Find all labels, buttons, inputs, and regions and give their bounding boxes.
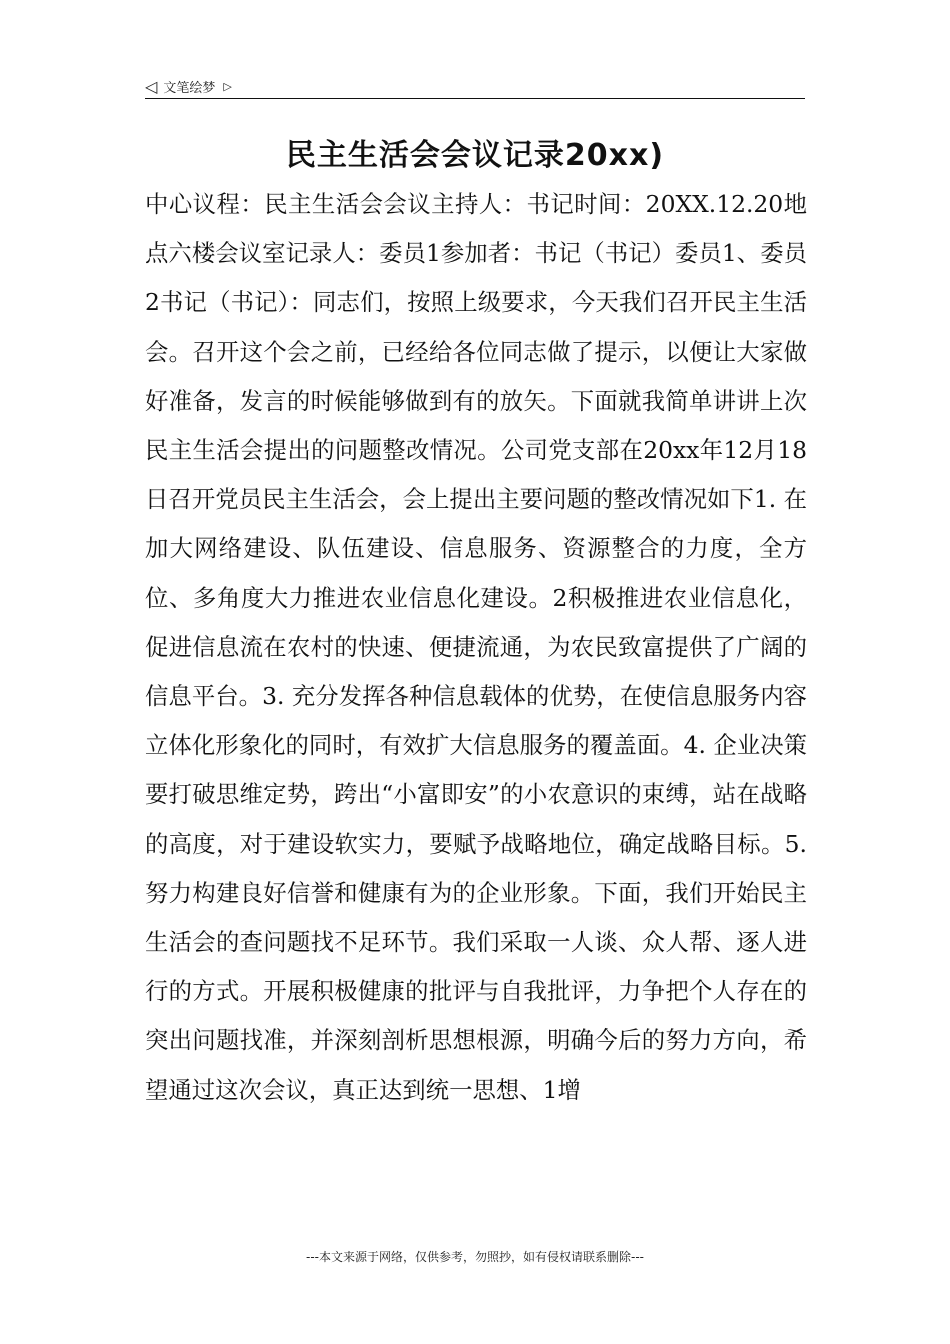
document-title: 民主生活会会议记录20xx) xyxy=(285,138,665,173)
document-body: 中心议程：民主生活会会议主持人：书记时间：20XX.12.20地点六楼会议室记录人：委员1参加者：书记（书记）委员1、委员2书记（书记）：同志们，按照上级要求，今天我们召开民主生活会。召开这个会之前，已经给各位同志做了提示，以便让大家做好准备，发言的时候能够做到有的放矢。下面就我简单讲讲上次民主生活会提出的问题整改情况。公司党支部在20xx年12月18日召开党员民主生活会，会上提出主要问题的整改情况如下1. 在加大网络建设、队伍建设、信息服务、资源整合的力度，全方位、多角度大力推进农业信息化建设。2积极推进农业信息化，促进信息流在农村的快速、便捷流通，为农民致富提供了广阔的信息平台。3. 充分发挥各种信息载体的优势，在使信息服务内容立体化形象化的同时，有效扩大信息服务的覆盖面。4. 企业决策要打破思维定势，跨出“小富即安”的小农意识的束缚，站在战略的高度，对于建设软实力，要赋予战略地位，确定战略目标。5. 努力构建良好信誉和健康有为的企业形象。下面，我们开始民主生活会的查问题找不足环节。我们采取一人谈、众人帮、逐人进行的方式。开展积极健康的批评与自我批评，力争把个人存在的突出问题找准，并深刻剖析思想根源，明确今后的努力方向，希望通过这次会议，真正达到统一思想、1增 xyxy=(145,190,807,1104)
page-header xyxy=(145,74,805,98)
header-label: 文笔绘梦 xyxy=(163,80,216,96)
header-divider xyxy=(145,98,805,99)
footer-notice: ---本文来源于网络，仅供参考，勿照抄，如有侵权请联系删除--- xyxy=(306,1250,644,1264)
triangle-right-icon: ▷ xyxy=(223,79,232,93)
triangle-left-icon: ◁ xyxy=(145,76,158,96)
